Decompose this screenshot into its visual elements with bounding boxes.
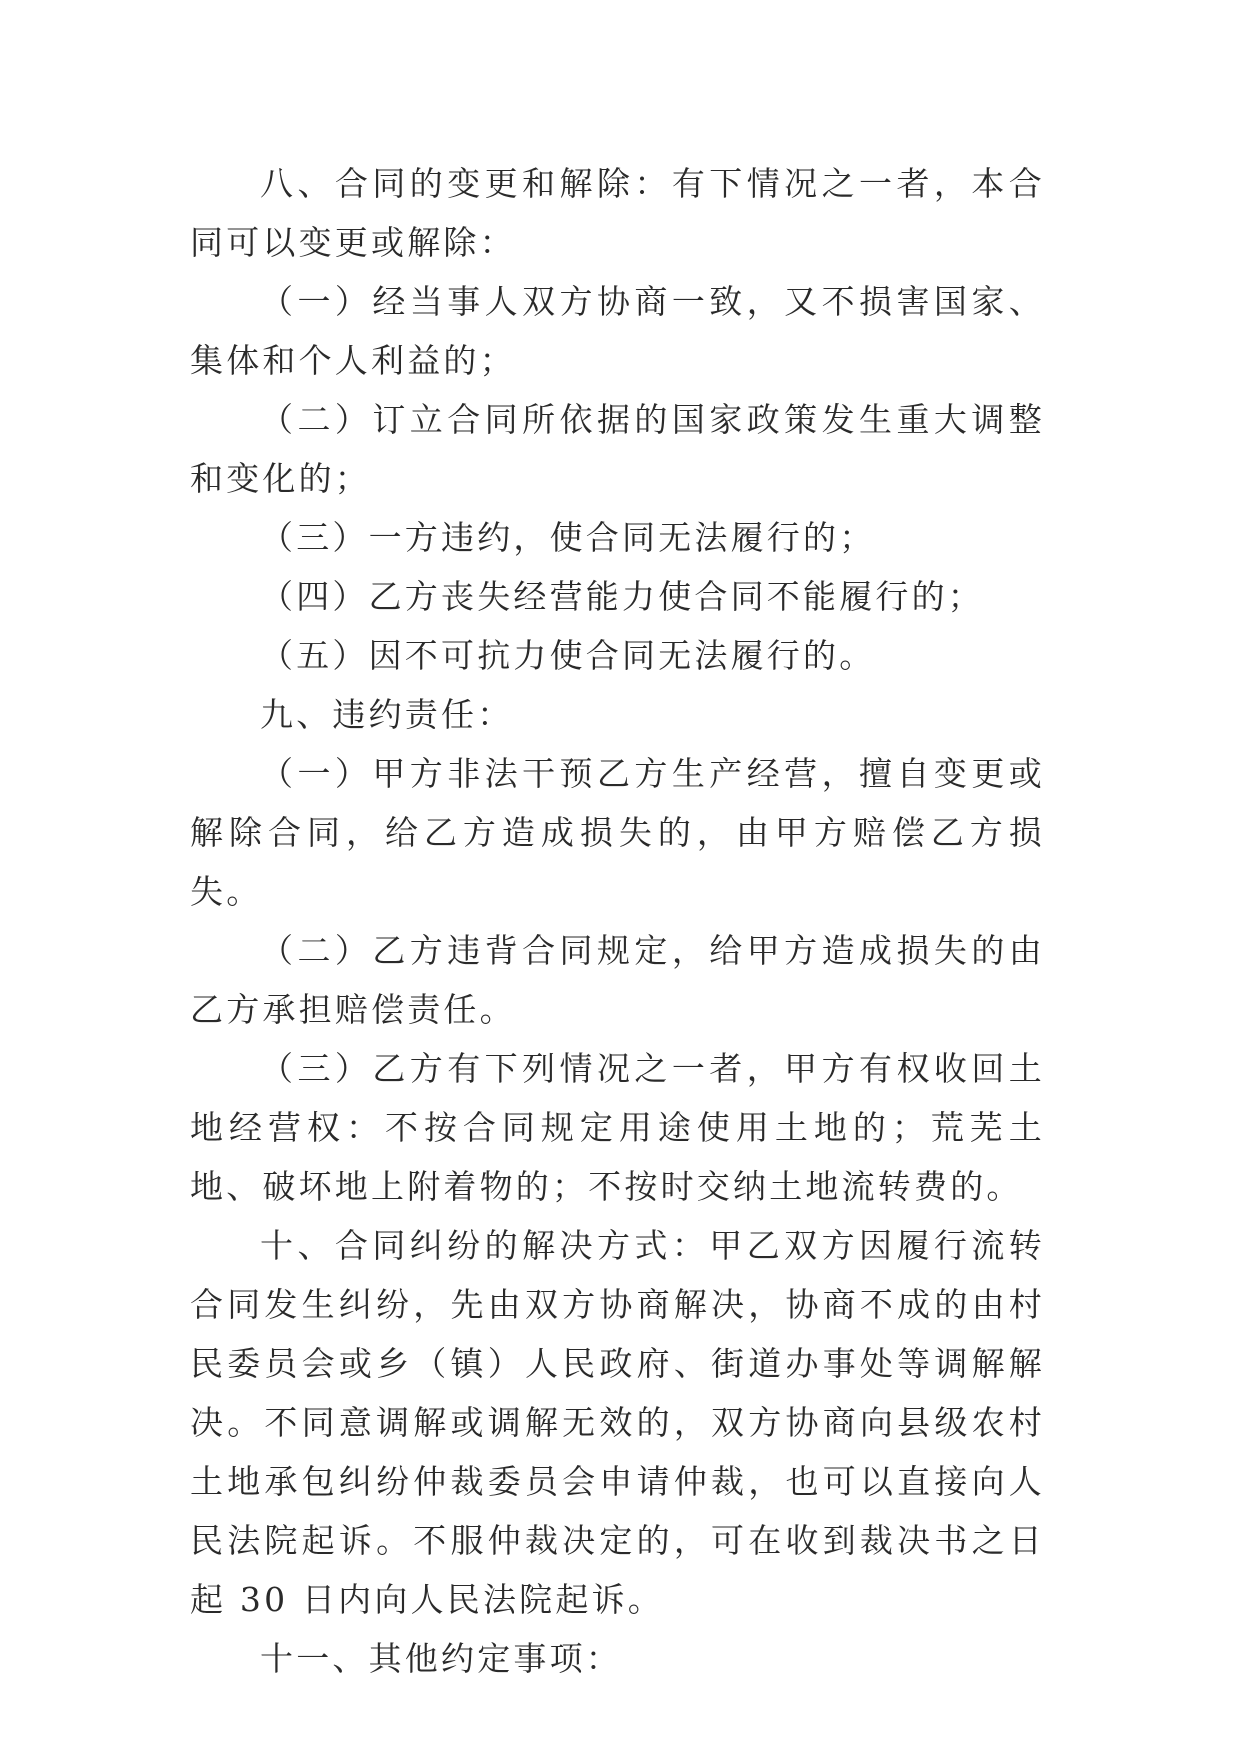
document-body bbox=[190, 154, 1045, 1688]
section-9-item-2: （二）乙方违背合同规定，给甲方造成损失的由乙方承担赔偿责任。 bbox=[190, 931, 1045, 1029]
section-8-item-1: （一）经当事人双方协商一致，又不损害国家、集体和个人利益的； bbox=[190, 282, 1045, 380]
section-8-item-5: （五）因不可抗力使合同无法履行的。 bbox=[260, 636, 876, 675]
section-11-heading: 十一、其他约定事项： bbox=[260, 1639, 622, 1678]
section-10-paragraph: 十、合同纠纷的解决方式：甲乙双方因履行流转合同发生纠纷，先由双方协商解决，协商不成的由村民委员会或乡（镇）人民政府、街道办事处等调解解决。不同意调解或调解无效的，双方协商向县级农村土地承包纠纷仲裁委员会申请仲裁，也可以直接向人民法院起诉。不服仲裁决定的，可在收到裁决书之日起 30 日内向人民法院起诉。 bbox=[190, 1226, 1045, 1619]
section-9-item-3: （三）乙方有下列情况之一者，甲方有权收回土地经营权：不按合同规定用途使用土地的；荒芜土地、破坏地上附着物的；不按时交纳土地流转费的。 bbox=[190, 1049, 1045, 1206]
section-8-item-3: （三）一方违约，使合同无法履行的； bbox=[260, 518, 876, 557]
section-8-heading-paragraph: 八、合同的变更和解除：有下情况之一者，本合同可以变更或解除： bbox=[190, 164, 1045, 262]
section-8-item-2: （二）订立合同所依据的国家政策发生重大调整和变化的； bbox=[190, 400, 1045, 498]
section-8-item-4: （四）乙方丧失经营能力使合同不能履行的； bbox=[260, 577, 984, 616]
section-9-item-1: （一）甲方非法干预乙方生产经营，擅自变更或解除合同，给乙方造成损失的，由甲方赔偿乙方损失。 bbox=[190, 754, 1045, 911]
section-9-heading: 九、违约责任： bbox=[260, 695, 514, 734]
